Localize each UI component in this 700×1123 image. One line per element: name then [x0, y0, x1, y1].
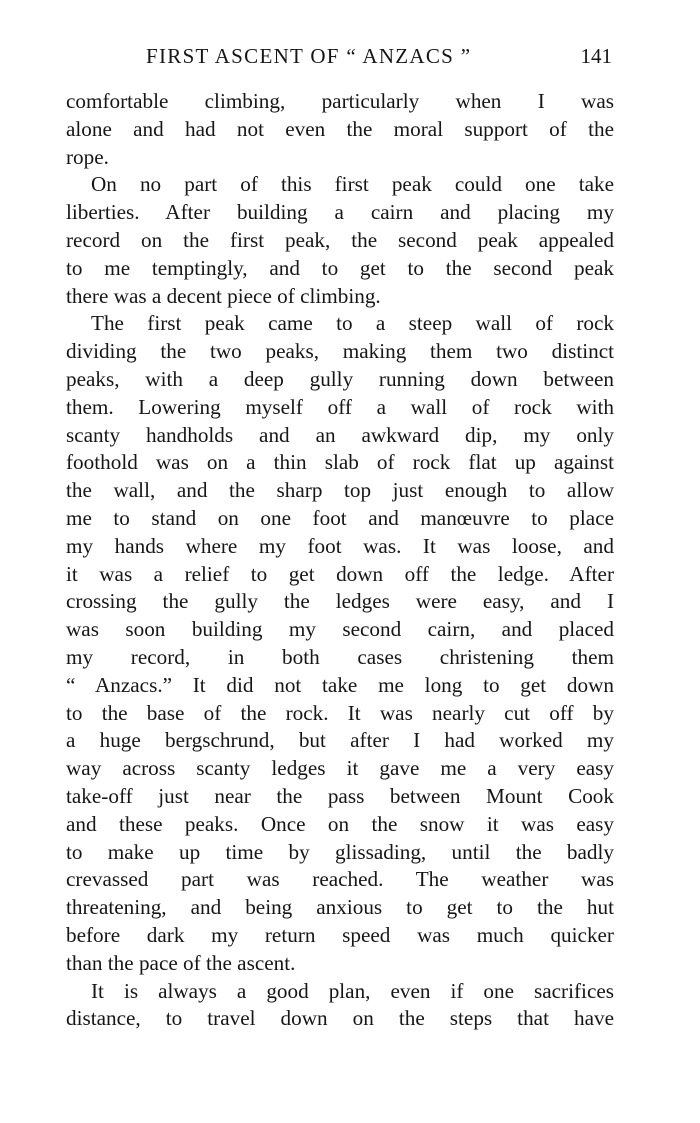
paragraph-start-line: It is always a good plan, even if one sacrifices	[91, 978, 614, 1003]
text-line: way across scanty ledges it gave me a very easy	[66, 756, 614, 781]
text-line: take-off just near the pass between Mount Cook	[66, 783, 614, 808]
text-line: a huge bergschrund, but after I had worked my	[66, 728, 614, 753]
text-line: scanty handholds and an awkward dip, my only	[66, 422, 614, 447]
text-line: the wall, and the sharp top just enough to allow	[66, 478, 614, 503]
text-line: my hands where my foot was. It was loose, and	[66, 533, 614, 558]
text-line: than the pace of the ascent.	[66, 950, 296, 975]
text-line: to the base of the rock. It was nearly cut off by	[66, 700, 614, 725]
paragraph-start-line: The first peak came to a steep wall of rock	[91, 311, 614, 336]
body-text	[66, 88, 614, 1033]
text-line: record on the first peak, the second peak appealed	[66, 227, 614, 252]
text-line: dividing the two peaks, making them two distinct	[66, 339, 614, 364]
text-line: foothold was on a thin slab of rock flat up against	[66, 450, 614, 475]
page-number: 141	[580, 44, 612, 68]
text-line: them. Lowering myself off a wall of rock with	[66, 394, 614, 419]
text-line: rope.	[66, 144, 109, 169]
paragraph-start-line: On no part of this first peak could one take	[91, 172, 614, 197]
text-line: to me temptingly, and to get to the second peak	[66, 255, 614, 280]
text-line: it was a relief to get down off the ledge. After	[66, 561, 614, 586]
text-line: threatening, and being anxious to get to the hut	[66, 895, 614, 920]
text-line: comfortable climbing, particularly when I was	[66, 89, 614, 113]
text-line: crevassed part was reached. The weather was	[66, 867, 614, 892]
text-line: me to stand on one foot and manœuvre to place	[66, 505, 614, 530]
running-head	[66, 44, 616, 74]
text-line: crossing the gully the ledges were easy, and I	[66, 589, 614, 614]
text-line: to make up time by glissading, until the badly	[66, 839, 614, 864]
text-line: distance, to travel down on the steps that have	[66, 1006, 614, 1031]
text-line: and these peaks. Once on the snow it was easy	[66, 811, 614, 836]
text-line: my record, in both cases christening them	[66, 644, 614, 669]
text-line: peaks, with a deep gully running down between	[66, 366, 614, 391]
text-line: liberties. After building a cairn and placing my	[66, 200, 614, 225]
text-line: alone and had not even the moral support of the	[66, 116, 614, 141]
running-title: FIRST ASCENT OF “ ANZACS ”	[146, 44, 472, 68]
text-line: there was a decent piece of climbing.	[66, 283, 381, 308]
text-line: was soon building my second cairn, and placed	[66, 617, 614, 642]
text-line: before dark my return speed was much quicker	[66, 922, 614, 947]
text-line: “ Anzacs.” It did not take me long to get down	[66, 672, 614, 697]
